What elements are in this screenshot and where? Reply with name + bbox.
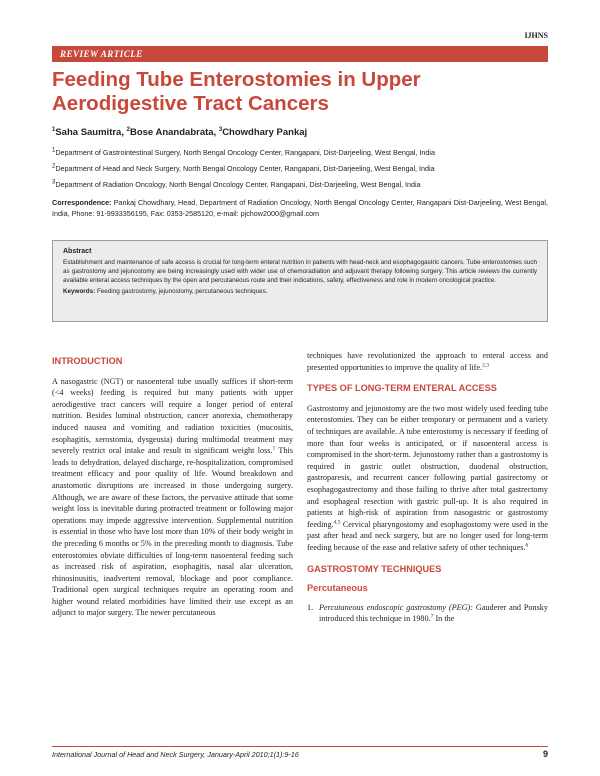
correspondence-label: Correspondence: [52,198,112,207]
author-3-affil-mark: 3 [218,126,223,133]
list-item-text-2: In the [433,614,455,624]
author-3-name: Chowdhary Pankaj [222,127,308,138]
section-label: REVIEW ARTICLE [60,49,143,59]
keywords-text: Feeding gastrostomy, jejunostomy, percutaneous techniques. [95,288,268,295]
author-1-affil-mark: 1 [52,126,56,133]
list-item-ref: 7 [430,613,434,620]
introduction-ref-1: 1 [272,445,276,452]
abstract-heading: Abstract [63,248,92,255]
correspondence-text: Pankaj Chowdhary, Head, Department of Radiation Oncology, North Bengal Oncology Center, Rangapani Dist-Darjeeling, West Bengal, India, Phone: 91-9933356195, Fax: 0353-2585120, e-mail: pjchow2000@gmail.com [52,198,548,218]
types-text-1: Gastrostomy and jejunostomy are the two most widely used feeding tube enterostomies. They can be either temporary or permanent and a variety of techniques are available. A tube enterostomy is necessary if feeding of more than four weeks is anticipated, or if nasoenteral access is compromised in the short-term. Jejunostomy rather than a gastrostomy is required in gastric outlet obstruction, duodenal obstruction, gastroparesis, and recurrent cancer following partial gastrectomy or esophagogastrectomy and those failing to thrive after total gastrectomy and esophageal resection with gastric pull-up. It is also required in patients at high-risk of aspiration from nasogastric or gastrostomy feeding. [307,403,548,529]
list-item-text-1: Gauderer and Ponsky introduced this technique in 1980. [319,602,548,624]
introduction-text-1: A nasogastric (NGT) or nasoenteral tube usually suffices if short-term (<4 weeks) feeding is required but many patients with upper aerodigestive tract cancers will require a longer period of enteral nutrition. Besides luminal obstruction, cancer anorexia, chemotherapy induced nausea and vomiting and radiation toxicities (mucositis, esophagitis, xerostomia, dysgeusia) during multimodal treatment may severely restrict oral intake and result in significant weight loss. [52,376,293,456]
list-item [307,602,548,625]
author-2-name: Bose Anandabrata, [129,127,219,138]
introduction-continuation-ref: 2,3 [482,361,489,368]
types-ref-1: 4,5 [333,518,341,525]
affiliation-2 [52,164,548,174]
types-text-2: Cervical pharyngostomy and esophagostomy were used in the past after head and neck surgery, but are no longer used for long-term feeding because of the ease and relative safety of other techniques. [307,519,548,552]
introduction-paragraph [52,376,293,619]
introduction-continuation-text: techniques have revolutionized the approach to enteral access and presented opportunities to improve the quality of life. [307,351,548,372]
article-title: Feeding Tube Enterostomies in Upper Aerodigestive Tract Cancers [52,68,421,115]
affiliation-1 [52,148,548,158]
abstract-keywords [63,287,537,296]
affiliation-1-mark: 1 [52,147,56,154]
gastrostomy-techniques-heading: GASTROSTOMY TECHNIQUES [307,563,442,574]
affiliation-2-text: Department of Head and Neck Surgery, North Bengal Oncology Center, Rangapani, Dist-Darjeeling, West Bengal, India [55,164,435,173]
author-list [52,127,307,138]
author-1-name: Saha Saumitra, [55,127,127,138]
percutaneous-subheading: Percutaneous [307,583,368,594]
abstract-text: Establishment and maintenance of safe access is crucial for long-term enteral nutrition in patients with head-neck and esophagogastric cancers. Tube enterostomies such as gastrostomy and jejunostomy are being increasingly used with wider use of chemoradiation and adjuvant therapy following surgery. This article reviews the currently available enteral access techniques by the open and percutaneous route and their indications, safety, effectiveness and role in modern oncological practice. [63,259,537,284]
introduction-text-2: This leads to dehydration, delayed discharge, re-hospitalization, compromised treatment efficacy and poor quality of life. Wound breakdown and anastomotic disruptions are increased in those undergoing surgery. Although, we are aware of these factors, the pervasive attitude that some weight loss is inevitable during protracted treatment or following major operations may impede aggressive intervention. Supplemental nutrition is essential in those who have lost more than 10% of their body weight in the preceding 6 months or 5% in the preceding month to diagnosis. Tube enterostomies obviate difficulties of long-term nasoenteral feeding such as increased risk of aspiration, esophagitis, nasal alar ulceration, rhinosinusitis, inadvertent removal, blockage and poor compliance. Traditional open surgical techniques require an operating room and higher wound related morbidities have limited their use except as an adjunct to major surgery. The newer percutaneous [52,446,293,618]
affiliation-3 [52,180,548,190]
types-ref-2: 6 [525,542,529,549]
affiliation-3-mark: 3 [52,179,56,186]
types-paragraph [307,403,548,554]
list-item-body [319,602,548,625]
abstract-box [52,240,548,322]
affiliation-3-text: Department of Radiation Oncology, North Bengal Oncology Center, Rangapani, Dist-Darjeeling, West Bengal, India [55,180,421,189]
correspondence [52,197,548,219]
left-column [52,350,293,619]
list-item-title: Percutaneous endoscopic gastrostomy (PEG): [319,602,473,612]
affiliation-1-text: Department of Gastrointestinal Surgery, North Bengal Oncology Center, Rangapani, Dist-Darjeeling, West Bengal, India [55,148,436,157]
journal-code: IJHNS [524,31,548,40]
footer-citation: International Journal of Head and Neck Surgery, January-April 2010;1(1):9-16 [52,750,299,759]
footer-divider [52,746,548,747]
introduction-continuation [307,350,548,373]
types-heading: TYPES OF LONG-TERM ENTERAL ACCESS [307,383,497,394]
keywords-label: Keywords: [63,288,96,295]
page-number: 9 [542,749,548,759]
list-item-number: 1. [307,602,314,612]
affiliation-2-mark: 2 [52,163,56,170]
author-2-affil-mark: 2 [126,126,130,133]
introduction-heading: INTRODUCTION [52,356,123,366]
right-column [307,350,548,625]
